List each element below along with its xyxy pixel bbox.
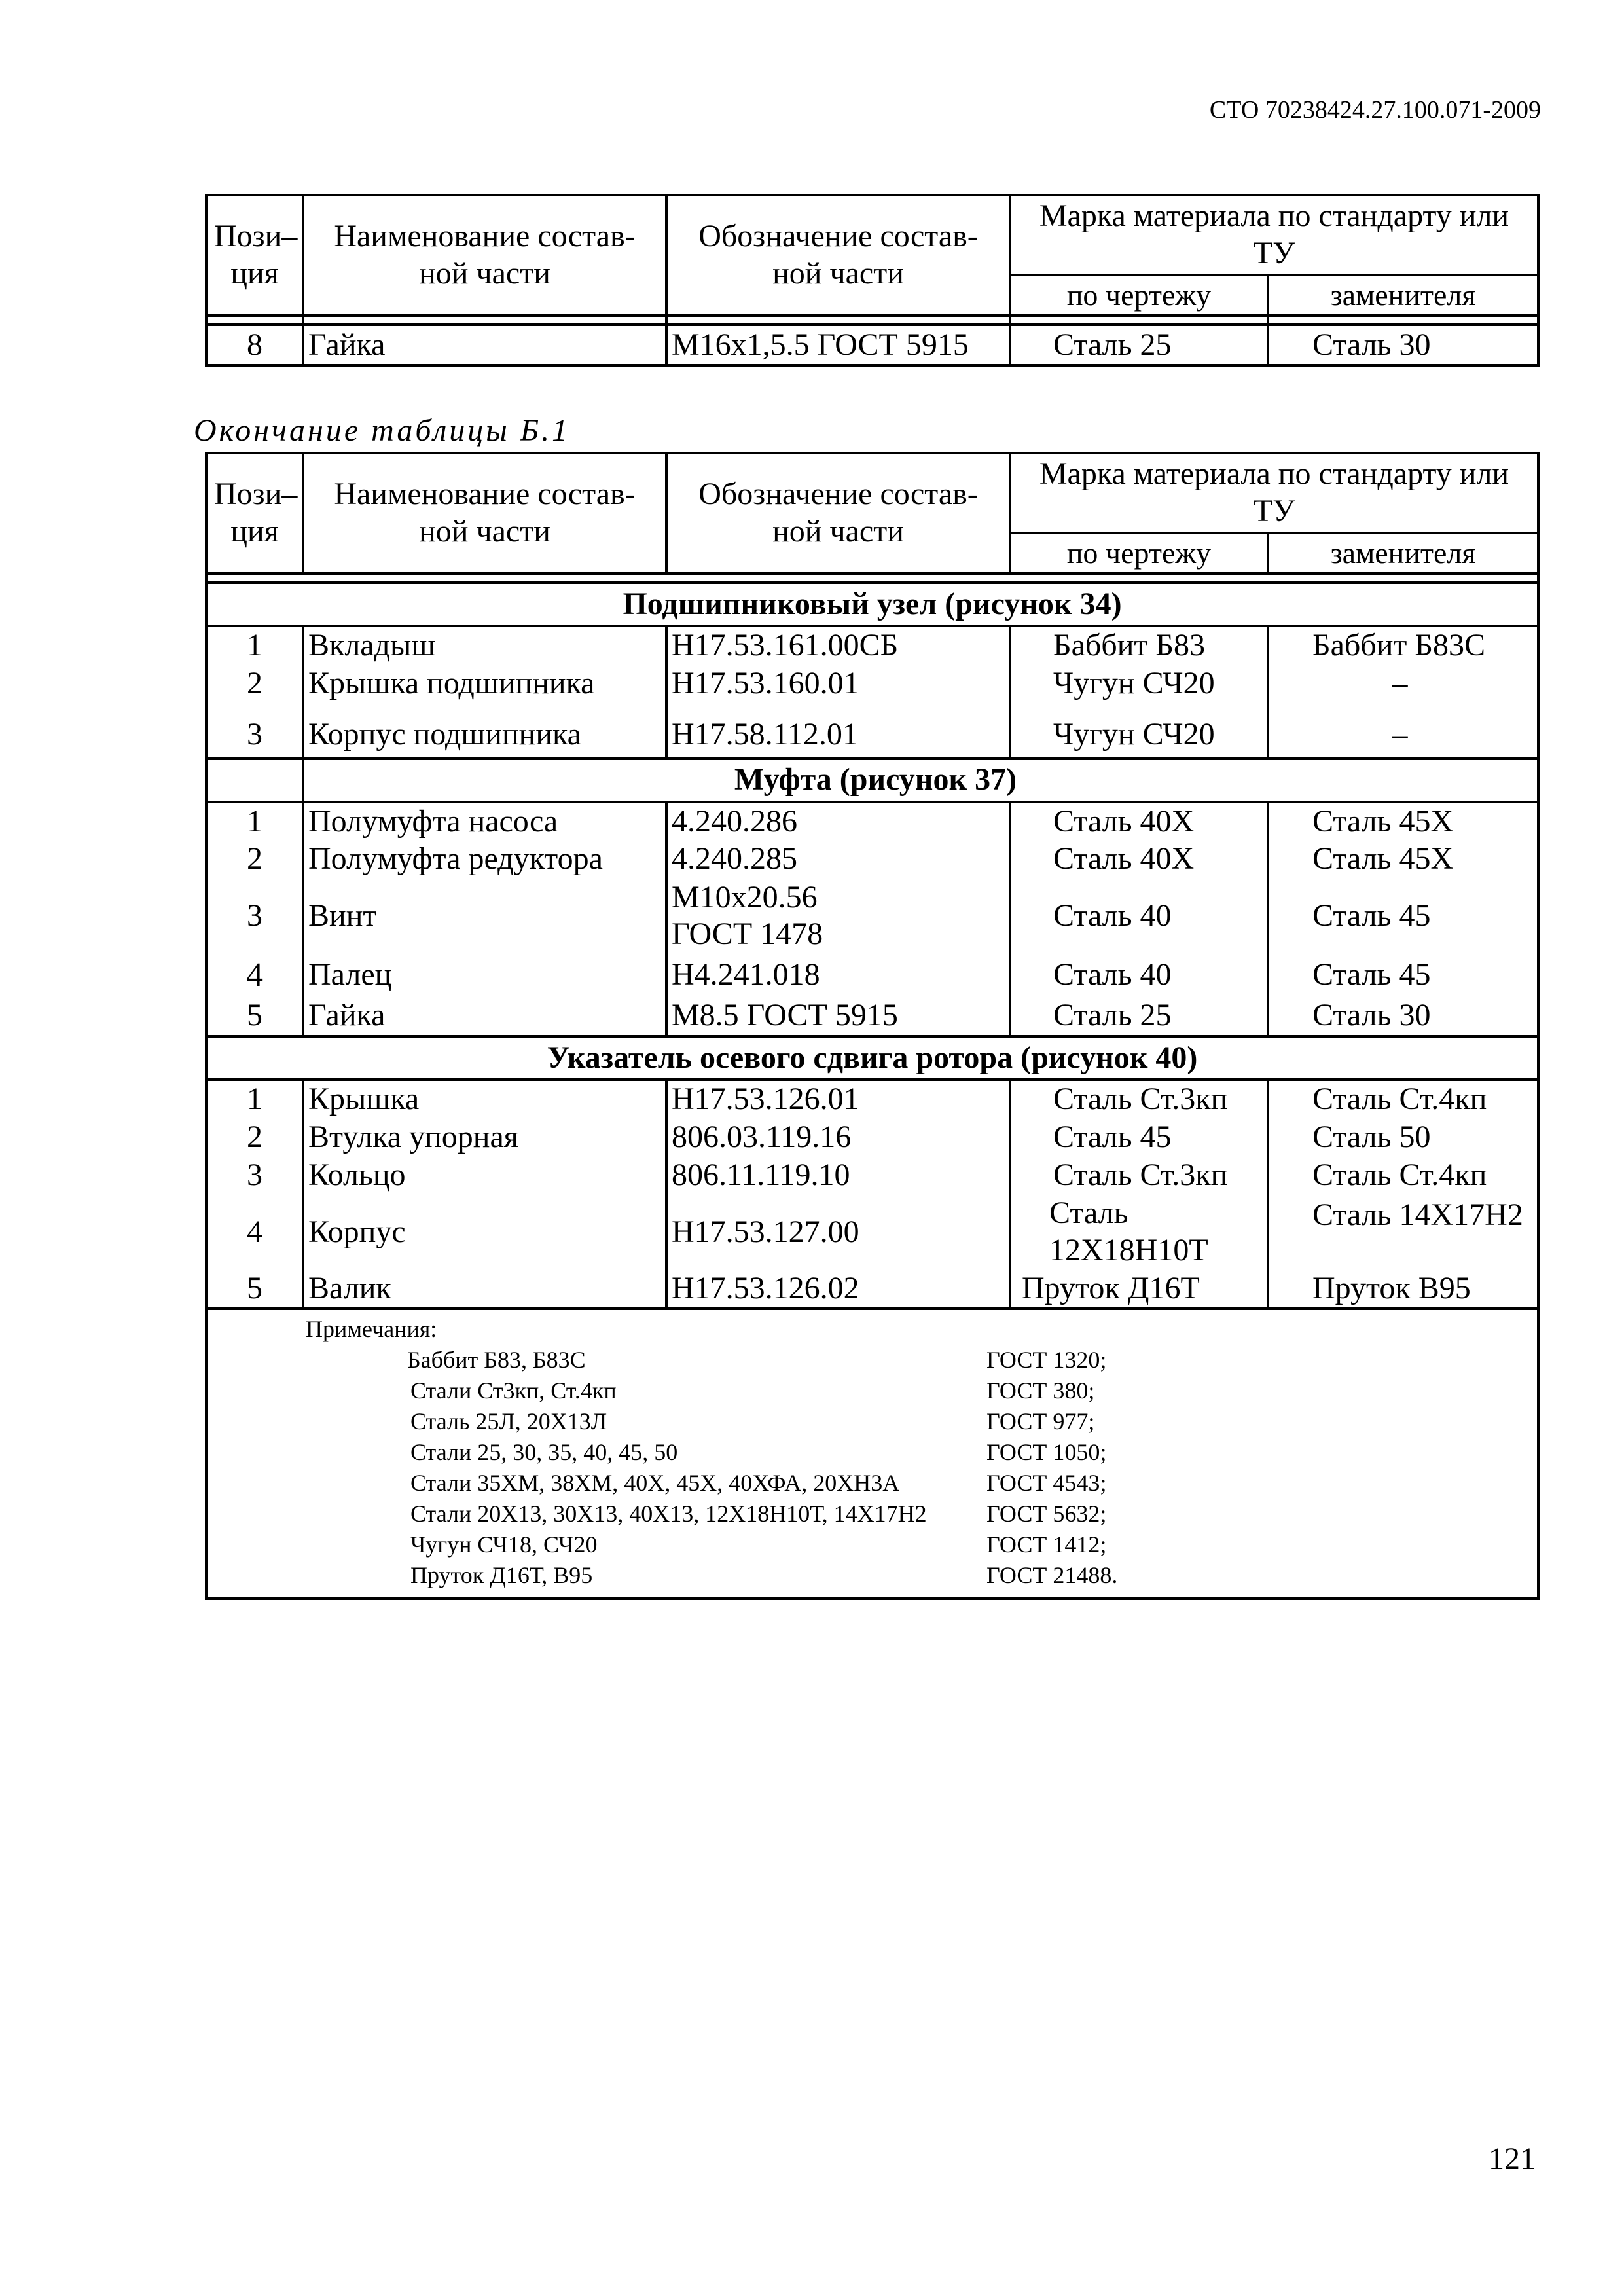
cell-material-drawing: Сталь 40Х [1010,802,1268,841]
cell-name: Гайка [303,996,666,1036]
col-header-by-drawing: по чертежу [1010,533,1268,574]
cell-position: 4 [206,1194,303,1270]
section-title-bearing: Подшипниковый узел (рисунок 34) [206,583,1538,626]
note-item: Стали Ст3кп, Ст.4кп ГОСТ 380; [410,1377,1095,1404]
table-row [206,954,1538,996]
cell-position: 1 [206,626,303,665]
col-header-material: Марка материала по стандарту или ТУ [1010,195,1538,275]
cell-material-drawing: Чугун СЧ20 [1010,704,1268,759]
cell-position: 1 [206,802,303,841]
col-header-code: Обозначение состав- ной части [666,453,1010,574]
note-item: Чугун СЧ18, СЧ20 ГОСТ 1412; [410,1531,1107,1558]
cell-material-drawing: Сталь Ст.3кп [1010,1156,1268,1194]
cell-material-substitute: Баббит Б83С [1268,626,1538,665]
table-row [206,626,1538,665]
notes-title: Примечания: [306,1315,437,1342]
section-title-rotor-indicator: Указатель осевого сдвига ротора (рисунок 40) [206,1036,1538,1080]
cell-position: 3 [206,704,303,759]
cell-code: Н17.53.127.00 [666,1194,1010,1270]
table-row [206,1194,1538,1270]
cell-name: Гайка [303,325,666,365]
page-number: 121 [1489,2141,1536,2176]
cell-code: М10х20.56 ГОСТ 1478 [666,878,1010,954]
cell-code: 4.240.285 [666,840,1010,878]
note-item: Стали 25, 30, 35, 40, 45, 50 ГОСТ 1050; [410,1438,1107,1465]
cell-material-substitute: Сталь 45 [1268,878,1538,954]
cell-material-drawing: Сталь 40Х [1010,840,1268,878]
cell-code: Н17.53.126.02 [666,1270,1010,1309]
cell-code: Н17.53.161.00СБ [666,626,1010,665]
cell-name: Вкладыш [303,626,666,665]
col-header-position: Пози– ция [206,195,303,316]
col-header-position: Пози– ция [206,453,303,574]
cell-material-drawing: Сталь 40 [1010,878,1268,954]
table-caption: Окончание таблицы Б.1 [194,413,571,448]
cell-position: 5 [206,1270,303,1309]
cell-code: 806.11.119.10 [666,1156,1010,1194]
cell-code: М8.5 ГОСТ 5915 [666,996,1010,1036]
table-row [206,1118,1538,1156]
table-row [206,1080,1538,1118]
cell-position: 3 [206,1156,303,1194]
cell-material-substitute: Пруток В95 [1268,1270,1538,1309]
cell-material-drawing: Сталь 25 [1010,996,1268,1036]
table-row [206,996,1538,1036]
cell-name: Кольцо [303,1156,666,1194]
cell-name: Полумуфта насоса [303,802,666,841]
cell-material-drawing: Сталь 25 [1010,325,1268,365]
cell-name: Палец [303,954,666,996]
cell-material-drawing: Сталь 40 [1010,954,1268,996]
cell-name: Винт [303,878,666,954]
notes-block [206,1309,1538,1599]
cell-position: 1 [206,1080,303,1118]
note-item: Стали 20Х13, 30Х13, 40Х13, 12Х18Н10Т, 14Х17Н2 ГОСТ 5632; [410,1500,1107,1527]
cell-code: Н17.53.126.01 [666,1080,1010,1118]
cell-code: Н17.53.160.01 [666,665,1010,704]
col-header-substitute: заменителя [1268,533,1538,574]
cell-material-substitute: Сталь Ст.4кп [1268,1156,1538,1194]
cell-material-substitute: Сталь 14Х17Н2 [1268,1194,1538,1270]
cell-material-substitute: Сталь 50 [1268,1118,1538,1156]
cell-code: М16х1,5.5 ГОСТ 5915 [666,325,1010,365]
cell-name: Втулка упорная [303,1118,666,1156]
table-row [206,325,1538,365]
materials-table-top [205,194,1540,367]
cell-name: Валик [303,1270,666,1309]
note-item: Пруток Д16Т, В95 ГОСТ 21488. [410,1561,1118,1588]
cell-material-substitute: – [1268,704,1538,759]
note-item: Баббит Б83, Б83С ГОСТ 1320; [407,1346,1107,1373]
cell-position: 2 [206,1118,303,1156]
table-row [206,704,1538,759]
cell-material-substitute: Сталь 30 [1268,325,1538,365]
cell-code: Н4.241.018 [666,954,1010,996]
document-code: СТО 70238424.27.100.071-2009 [1209,96,1541,124]
col-header-name: Наименование состав- ной части [303,453,666,574]
cell-name: Корпус подшипника [303,704,666,759]
cell-material-drawing: Пруток Д16Т [1010,1270,1268,1309]
cell-name: Полумуфта редуктора [303,840,666,878]
cell-material-drawing: Сталь 45 [1010,1118,1268,1156]
section-title-coupling: Муфта (рисунок 37) [303,759,1538,802]
col-header-name: Наименование состав- ной части [303,195,666,316]
col-header-substitute: заменителя [1268,275,1538,316]
table-row [206,878,1538,954]
table-row [206,1270,1538,1309]
col-header-material: Марка материала по стандарту или ТУ [1010,453,1538,533]
note-item: Сталь 25Л, 20Х13Л ГОСТ 977; [410,1408,1095,1434]
cell-name: Корпус [303,1194,666,1270]
cell-material-substitute: Сталь 45Х [1268,840,1538,878]
cell-code: 4.240.286 [666,802,1010,841]
col-header-by-drawing: по чертежу [1010,275,1268,316]
cell-material-substitute: – [1268,665,1538,704]
col-header-code: Обозначение состав- ной части [666,195,1010,316]
note-item: Стали 35ХМ, 38ХМ, 40Х, 45Х, 40ХФА, 20ХН3А ГОСТ 4543; [410,1469,1107,1496]
cell-material-drawing: Сталь Ст.3кп [1010,1080,1268,1118]
cell-name: Крышка подшипника [303,665,666,704]
cell-material-substitute: Сталь Ст.4кп [1268,1080,1538,1118]
cell-code: 806.03.119.16 [666,1118,1010,1156]
cell-position: 8 [206,325,303,365]
cell-position: 4 [206,954,303,996]
cell-material-drawing: Баббит Б83 [1010,626,1268,665]
cell-position: 5 [206,996,303,1036]
table-row [206,665,1538,704]
cell-material-drawing: Сталь 12Х18Н10Т [1010,1194,1268,1270]
cell-material-drawing: Чугун СЧ20 [1010,665,1268,704]
cell-material-substitute: Сталь 45Х [1268,802,1538,841]
cell-name: Крышка [303,1080,666,1118]
cell-position: 3 [206,878,303,954]
cell-position: 2 [206,665,303,704]
cell-material-substitute: Сталь 45 [1268,954,1538,996]
cell-position: 2 [206,840,303,878]
materials-table-end [205,452,1540,1600]
table-row [206,1156,1538,1194]
table-row [206,840,1538,878]
cell-material-substitute: Сталь 30 [1268,996,1538,1036]
table-row [206,802,1538,841]
cell-code: Н17.58.112.01 [666,704,1010,759]
